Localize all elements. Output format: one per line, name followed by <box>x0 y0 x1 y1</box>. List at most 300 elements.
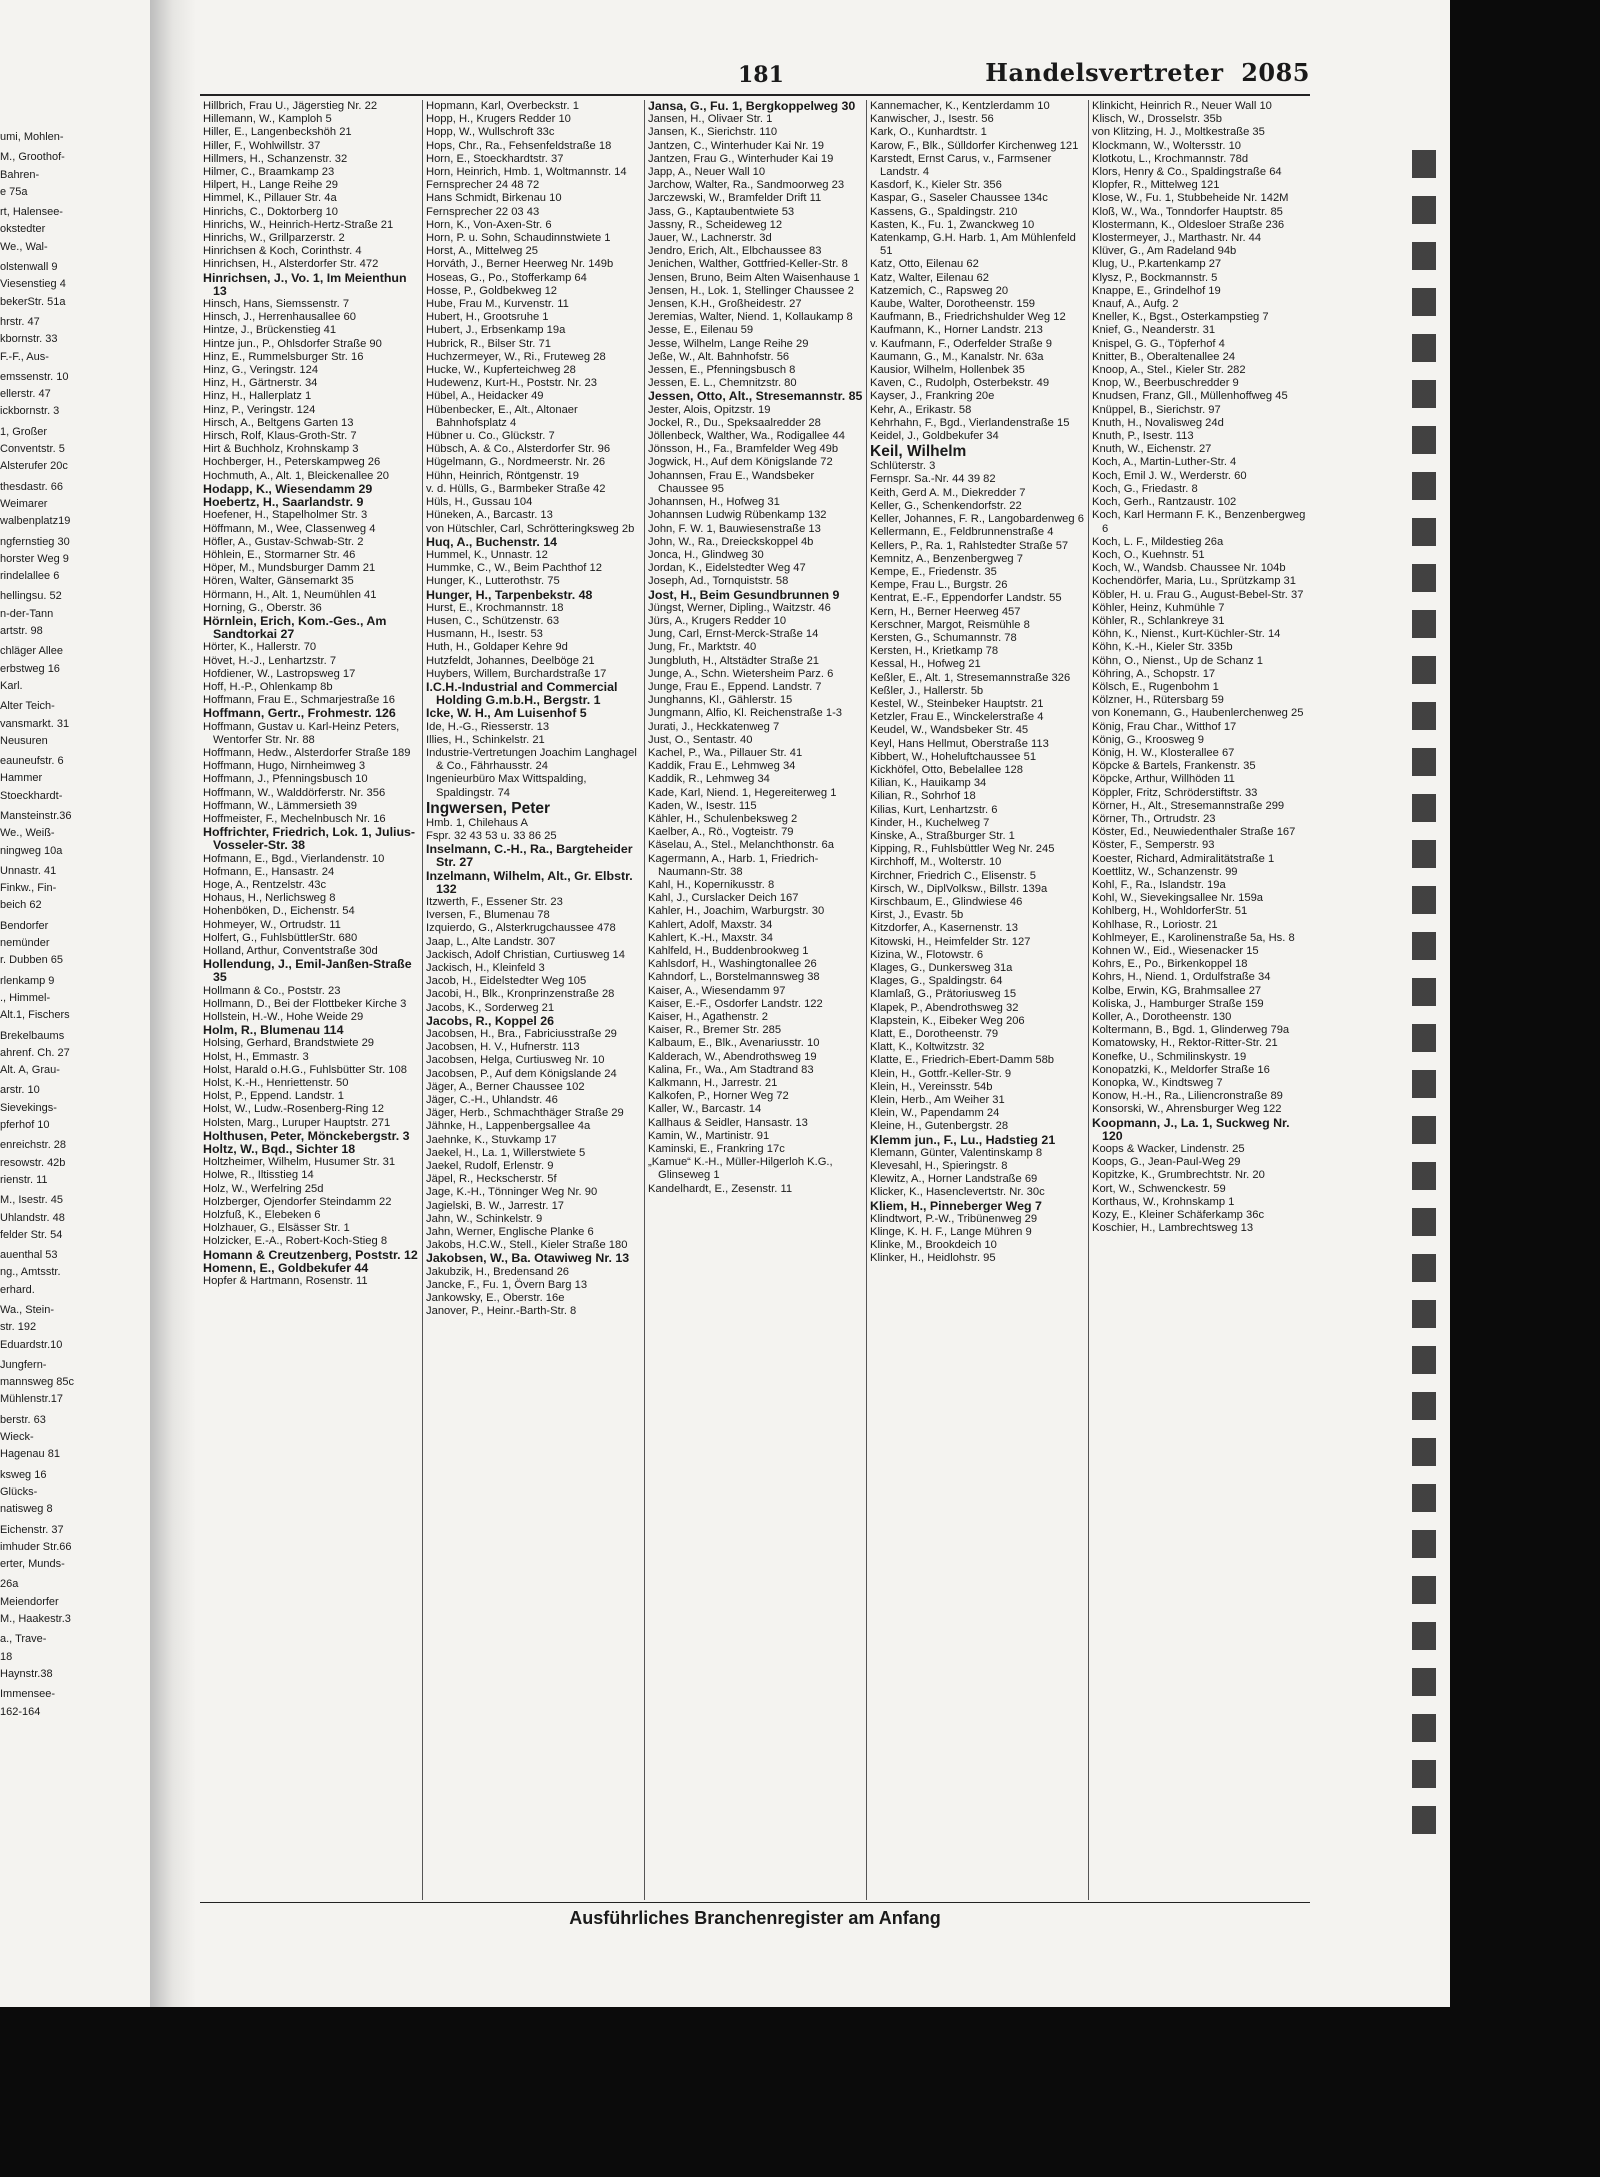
directory-entry: Koch, Karl Hermann F. K., Benzenbergweg 6 <box>1092 509 1306 535</box>
directory-entry: Hoffmann, W., Walddörferstr. Nr. 356 <box>203 786 386 799</box>
directory-entry: Kaiser, A., Wiesendamm 97 <box>648 984 786 997</box>
directory-entry: Kaddik, Frau E., Lehmweg 34 <box>648 760 796 773</box>
directory-entry: Hirsch, A., Beltgens Garten 13 <box>203 416 354 429</box>
directory-entry: Inselmann, C.-H., Ra., Bargteheider Str. 27 <box>426 842 633 870</box>
edge-fragment: M., Groothof- <box>0 151 65 164</box>
directory-entry: Jessen, E. L., Chemnitzstr. 80 <box>648 377 797 390</box>
directory-entry: Kahlsdorf, H., Washingtonallee 26 <box>648 958 817 971</box>
directory-entry: Kausior, Wilhelm, Hollenbek 35 <box>870 364 1025 377</box>
directory-entry: Höffmann, M., Wee, Classenweg 4 <box>203 522 376 535</box>
directory-entry: Jungbluth, H., Altstädter Straße 21 <box>648 654 820 667</box>
directory-entry: Koch, G., Friedastr. 8 <box>1092 482 1198 495</box>
footer-note: Ausführliches Branchenregister am Anfang <box>569 1908 941 1928</box>
directory-entry: Klamlaß, G., Prätoriusweg 15 <box>870 988 1017 1001</box>
directory-entry: Hören, Walter, Gänsemarkt 35 <box>203 575 354 588</box>
directory-entry: Holthusen, Peter, Mönckebergstr. 3 <box>203 1128 410 1143</box>
directory-entry: Hinrichsen, H., Alsterdorfer Str. 472 <box>203 258 379 271</box>
directory-entry: Jackisch, H., Kleinfeld 3 <box>426 962 545 974</box>
edge-fragment: n-der-Tann <box>0 607 54 620</box>
directory-entry: Knoop, A., Stel., Kieler Str. 282 <box>1092 364 1246 377</box>
edge-fragment: Finkw., Fin- <box>0 882 57 895</box>
directory-entry: Hillemann, W., Kamploh 5 <box>203 113 332 126</box>
directory-entry: Kalderach, W., Abendrothsweg 19 <box>648 1050 817 1063</box>
directory-entry: Holland, Arthur, Conventstraße 30d <box>203 945 378 957</box>
directory-entry: Huybers, Willem, Burchardstraße 17 <box>426 667 607 680</box>
directory-entry: Himmel, K., Pillauer Str. 4a <box>203 192 337 205</box>
directory-entry: Hubrick, R., Bilser Str. 71 <box>426 337 551 350</box>
directory-entry: Jäger, Herb., Schmachthäger Straße 29 <box>426 1107 624 1120</box>
directory-entry: Hoffmann, Hedw., Alsterdorfer Straße 189 <box>203 746 411 759</box>
edge-fragment: 162-164 <box>0 1705 41 1718</box>
edge-fragment: Karl. <box>0 679 23 692</box>
directory-entry: Korthaus, W., Krohnskamp 1 <box>1092 1195 1235 1208</box>
directory-entry: Kölzner, H., Rütersbarg 59 <box>1092 694 1224 707</box>
directory-entry: Koschier, H., Lambrechtsweg 13 <box>1092 1222 1254 1235</box>
directory-entry: Keil, Wilhelm <box>870 443 967 461</box>
directory-entry: Holzberger, Ojendorfer Steindamm 22 <box>203 1195 392 1208</box>
directory-entry: Jeremias, Walter, Niend. 1, Kollaukamp 8 <box>648 311 853 324</box>
edge-fragment: Mühlenstr.17 <box>0 1393 63 1406</box>
directory-entry: Hinrichs, W., Grillparzerstr. 2 <box>203 232 345 245</box>
directory-entry: Horn, E., Stoeckhardtstr. 37 <box>426 152 564 165</box>
directory-entry: Kliem, H., Pinneberger Weg 7 <box>870 1198 1042 1213</box>
directory-entry: Kizina, W., Flotowstr. 6 <box>870 948 984 961</box>
edge-fragment: arstr. 10 <box>0 1084 40 1097</box>
directory-entry: Hinz, P., Veringstr. 124 <box>203 403 316 416</box>
directory-entry: Hopmann, Karl, Overbeckstr. 1 <box>426 100 579 112</box>
directory-entry: Klein, W., Papendamm 24 <box>870 1107 1000 1120</box>
directory-entry: Hirt & Buchholz, Krohnskamp 3 <box>203 443 359 456</box>
directory-entry: v. Kaufmann, F., Oderfelder Straße 9 <box>870 337 1052 350</box>
edge-fragment: ng., Amtsstr. <box>0 1266 61 1279</box>
directory-entry: Hoffmann, W., Lämmersieth 39 <box>203 799 357 812</box>
directory-entry: Klemm jun., F., Lu., Hadstieg 21 <box>870 1132 1056 1147</box>
edge-fragment: Uhlandstr. 48 <box>0 1211 65 1224</box>
directory-entry: Jansen, K., Sierichstr. 110 <box>648 126 778 139</box>
directory-entry: Klose, W., Fu. 1, Stubbeheide Nr. 142M <box>1092 192 1289 205</box>
directory-entry: Hochmuth, A., Alt. 1, Bleickenallee 20 <box>203 469 389 482</box>
directory-entry: Hinrichsen & Koch, Corinthstr. 4 <box>203 245 362 258</box>
edge-fragment: emssenstr. 10 <box>0 370 69 383</box>
edge-fragment: Alter Teich- <box>0 700 55 713</box>
directory-entry: von Konemann, G., Haubenlerchenweg 25 <box>1092 707 1304 720</box>
directory-entry: Kolbe, Erwin, KG, Brahmsallee 27 <box>1092 984 1262 997</box>
directory-columns <box>200 100 1310 1900</box>
directory-entry: Hinrichs, W., Heinrich-Hertz-Straße 21 <box>203 218 394 231</box>
directory-entry: Kinder, H., Kuchelweg 7 <box>870 816 990 829</box>
directory-entry: Köhn, K., Nienst., Kurt-Küchler-Str. 14 <box>1092 628 1281 641</box>
directory-entry: Klindtwort, P.-W., Tribünenweg 29 <box>870 1212 1038 1225</box>
directory-entry: Kitowski, H., Heimfelder Str. 127 <box>870 935 1031 948</box>
directory-entry: Jaekel, H., La. 1, Willerstwiete 5 <box>426 1146 586 1159</box>
directory-entry: Homenn, E., Goldbekufer 44 <box>203 1260 369 1275</box>
directory-entry: Kagermann, A., Harb. 1, Friedrich-Naumann-Str. 38 <box>648 852 819 878</box>
directory-entry: Knudsen, Franz, Gll., Müllenhoffweg 45 <box>1092 390 1288 403</box>
directory-entry: Kessal, H., Hofweg 21 <box>870 658 981 671</box>
edge-fragment: natisweg 8 <box>0 1503 53 1516</box>
directory-entry: Kaelber, A., Rö., Vogteistr. 79 <box>648 826 794 839</box>
directory-entry: Hügelmann, G., Nordmeerstr. Nr. 26 <box>426 456 606 469</box>
edge-fragment: rienstr. 11 <box>0 1173 48 1186</box>
directory-entry: Hummel, K., Unnastr. 12 <box>426 548 548 561</box>
directory-entry: Jakobs, H.C.W., Stell., Kieler Straße 180 <box>426 1239 628 1252</box>
directory-entry: Koops, G., Jean-Paul-Weg 29 <box>1092 1156 1241 1169</box>
directory-entry: v. d. Hülls, G., Barmbeker Straße 42 <box>426 482 606 495</box>
directory-entry: Fernsprecher 24 48 72 <box>426 179 540 192</box>
directory-entry: Kinske, A., Straßburger Str. 1 <box>870 829 1015 842</box>
edge-fragment: pferhof 10 <box>0 1119 50 1132</box>
directory-entry: Koch, O., Kuehnstr. 51 <box>1092 548 1205 561</box>
edge-fragment: eauneufstr. 6 <box>0 755 64 768</box>
directory-entry: Klemann, Günter, Valentinskamp 8 <box>870 1146 1043 1159</box>
directory-entry: Jensen, K.H., Großheidestr. 27 <box>648 298 802 311</box>
edge-fragment: a., Trave- <box>0 1633 47 1646</box>
directory-entry: Knispel, G. G., Töpferhof 4 <box>1092 337 1225 350</box>
directory-entry: Koch, W., Wandsb. Chaussee Nr. 104b <box>1092 562 1286 575</box>
directory-entry: Jansen, H., Olivaer Str. 1 <box>648 113 773 126</box>
edge-fragment: Hammer <box>0 772 43 785</box>
directory-entry: Kersten, H., Krietkamp 78 <box>870 645 999 658</box>
directory-entry: Hoffmann, Hugo, Nirnheimweg 3 <box>203 760 366 773</box>
directory-entry: Klein, H., Vereinsstr. 54b <box>870 1080 993 1093</box>
directory-entry: Kohrs, H., Niend. 1, Ordulfstraße 34 <box>1092 971 1271 984</box>
directory-entry: Ketzler, Frau E., Winckelerstraße 4 <box>870 711 1044 724</box>
section-title-text: Handelsvertreter <box>985 58 1224 87</box>
directory-entry: Klein, Herb., Am Weiher 31 <box>870 1094 1005 1107</box>
directory-entry: Hinrichsen, J., Vo. 1, Im Meienthun 13 <box>203 270 407 298</box>
directory-entry: Klatte, E., Friedrich-Ebert-Damm 58b <box>870 1054 1055 1067</box>
directory-entry: Hmb. 1, Chilehaus A <box>426 816 528 829</box>
directory-entry: Jester, Alois, Opitzstr. 19 <box>648 403 771 416</box>
edge-fragment: ningweg 10a <box>0 844 63 857</box>
directory-entry: Hollmann & Co., Poststr. 23 <box>203 984 341 997</box>
directory-entry: Kaumann, G., M., Kanalstr. Nr. 63a <box>870 350 1044 363</box>
directory-entry: Ingenieurbüro Max Wittspalding, Spaldingstr. 74 <box>426 773 587 799</box>
directory-entry: Kirchner, Friedrich C., Elisenstr. 5 <box>870 869 1037 882</box>
directory-entry: Hudewenz, Kurt-H., Poststr. Nr. 23 <box>426 377 597 390</box>
directory-entry: Köhn, K.-H., Kieler Str. 335b <box>1092 641 1233 654</box>
directory-entry: Hörnlein, Erich, Kom.-Ges., Am Sandtorkai 27 <box>203 613 387 642</box>
directory-entry: Keller, Johannes, F. R., Langobardenweg 6 <box>870 513 1084 526</box>
directory-entry: Kaiser, E.-F., Osdorfer Landstr. 122 <box>648 997 823 1010</box>
directory-entry: Jonca, H., Glindweg 30 <box>648 548 764 561</box>
directory-entry: Hilpert, H., Lange Reihe 29 <box>203 179 338 192</box>
directory-entry: Knitter, B., Oberaltenallee 24 <box>1092 350 1236 363</box>
edge-fragment: Wieck- <box>0 1431 34 1444</box>
directory-entry: Jagielski, B. W., Jarrestr. 17 <box>426 1199 565 1212</box>
directory-entry: Hinz, H., Hallerplatz 1 <box>203 390 312 403</box>
directory-entry: Kaminski, E., Frankring 17c <box>648 1143 785 1156</box>
directory-entry: Koopmann, J., La. 1, Suckweg Nr. 120 <box>1092 1115 1290 1143</box>
directory-entry: Ide, H.-G., Riesserstr. 13 <box>426 720 550 733</box>
directory-entry: Köppler, Fritz, Schröderstiftstr. 33 <box>1092 786 1258 799</box>
directory-entry: Jensen, Bruno, Beim Alten Waisenhause 1 <box>648 271 860 284</box>
edge-fragment: ellerstr. 47 <box>0 388 51 401</box>
directory-entry: Kayser, J., Frankring 20e <box>870 390 995 403</box>
edge-fragment: ksweg 16 <box>0 1468 47 1481</box>
directory-entry: John, F. W. 1, Bauwiesenstraße 13 <box>648 522 821 535</box>
edge-fragment: Weimarer <box>0 497 48 510</box>
directory-entry: Köpcke, Arthur, Willhöden 11 <box>1092 773 1235 786</box>
directory-entry: Kohl, F., Ra., Islandstr. 19a <box>1092 878 1226 891</box>
directory-entry: Knief, G., Neanderstr. 31 <box>1092 324 1216 337</box>
directory-entry: Holtzheimer, Wilhelm, Husumer Str. 31 <box>203 1156 396 1169</box>
edge-fragment: hrstr. 47 <box>0 315 40 328</box>
edge-fragment: okstedter <box>0 223 46 236</box>
directory-entry: Horn, P. u. Sohn, Schaudinnstwiete 1 <box>426 232 611 245</box>
edge-fragment: rindelallee 6 <box>0 570 60 583</box>
edge-fragment: nemünder <box>0 937 50 950</box>
directory-entry: Körner, Th., Ortrudstr. 23 <box>1092 812 1216 825</box>
directory-entry: Hunger, H., Tarpenbekstr. 48 <box>426 587 593 602</box>
directory-entry: Horn, Heinrich, Hmb. 1, Woltmannstr. 14 <box>426 166 627 179</box>
directory-entry: Itzwerth, F., Essener Str. 23 <box>426 895 563 908</box>
directory-entry: Hoffmann, Gertr., Frohmestr. 126 <box>203 706 396 721</box>
directory-entry: Konow, H.-H., Ra., Liliencronstraße 89 <box>1092 1090 1283 1103</box>
directory-entry: Kitzdorfer, A., Kasernenstr. 13 <box>870 922 1019 935</box>
directory-entry: Johannsen Ludwig Rübenkamp 132 <box>648 509 827 522</box>
scan-border-right <box>1450 0 1600 2177</box>
directory-entry: Jensen, H., Lok. 1, Stellinger Chaussee 2 <box>648 284 854 297</box>
directory-entry: Jessen, E., Pfenningsbusch 8 <box>648 364 796 377</box>
directory-entry: Jesse, Wilhelm, Lange Reihe 29 <box>648 337 809 350</box>
directory-entry: Jacobsen, H., Bra., Fabriciusstraße 29 <box>426 1028 617 1041</box>
directory-entry: Hüls, H., Gussau 104 <box>426 496 533 509</box>
directory-entry: Hutzfeldt, Johannes, Deelböge 21 <box>426 654 595 667</box>
directory-entry: Kersten, G., Schumannstr. 78 <box>870 631 1017 644</box>
directory-entry: Hübner u. Co., Glückstr. 7 <box>426 430 555 443</box>
directory-entry: Hübenbecker, E., Alt., Altonaer Bahnhofsplatz 4 <box>426 403 578 429</box>
directory-entry: Jahn, Werner, Englische Planke 6 <box>426 1226 594 1239</box>
directory-entry: Kalkmann, H., Jarrestr. 21 <box>648 1077 778 1090</box>
directory-entry: Knuth, P., Isestr. 113 <box>1092 430 1194 443</box>
directory-entry: Huq, A., Buchenstr. 14 <box>426 534 558 549</box>
directory-entry: Kerschner, Margot, Reismühle 8 <box>870 618 1030 631</box>
directory-entry: Jahn, W., Schinkelstr. 9 <box>426 1212 543 1225</box>
directory-entry: Hops, Chr., Ra., Fehsenfeldstraße 18 <box>426 139 612 152</box>
directory-entry: Ingwersen, Peter <box>426 799 551 817</box>
directory-entry: Kirschbaum, E., Glindwiese 46 <box>870 895 1023 908</box>
section-title <box>985 58 1310 87</box>
directory-entry: Keyl, Hans Hellmut, Oberstraße 113 <box>870 737 1049 750</box>
directory-entry: Horning, G., Oberstr. 36 <box>203 601 322 614</box>
directory-entry: Kentrat, E.-F., Eppendorfer Landstr. 55 <box>870 592 1062 605</box>
directory-entry: Klug, U., P.kartenkamp 27 <box>1092 258 1222 271</box>
directory-entry: Kilian, K., Hauikamp 34 <box>870 777 987 790</box>
directory-entry: Jüngst, Werner, Dipling., Waitzstr. 46 <box>648 601 831 614</box>
directory-entry: Kellers, P., Ra. 1, Rahlstedter Straße 57 <box>870 539 1069 552</box>
directory-entry: Holst, K.-H., Henriettenstr. 50 <box>203 1077 349 1090</box>
directory-entry: Hüneken, A., Barcastr. 13 <box>426 509 553 522</box>
directory-entry: Jancke, F., Fu. 1, Övern Barg 13 <box>426 1278 588 1291</box>
directory-entry: Kohlhase, R., Loriostr. 21 <box>1092 918 1218 931</box>
directory-column-2 <box>422 100 644 1900</box>
running-page-number: 2085 <box>1241 58 1310 87</box>
edge-fragment: Wa., Stein- <box>0 1304 54 1316</box>
directory-entry: Kibbert, W., Hoheluftchaussee 51 <box>870 750 1037 763</box>
directory-entry: Hiller, F., Wohlwillstr. 37 <box>203 139 321 152</box>
edge-fragment: Jungfern- <box>0 1358 47 1371</box>
edge-fragment: hellingsu. 52 <box>0 590 62 603</box>
directory-entry: Hühn, Heinrich, Röntgenstr. 19 <box>426 469 579 482</box>
directory-entry: Jeße, W., Alt. Bahnhofstr. 56 <box>648 350 790 363</box>
edge-fragment: str. 192 <box>0 1321 37 1334</box>
directory-entry: Hoffmann, J., Pfenningsbusch 10 <box>203 773 368 786</box>
edge-fragment: artstr. 98 <box>0 625 43 638</box>
directory-entry: Klockmann, W., Woltersstr. 10 <box>1092 139 1242 152</box>
directory-entry: Hohenböken, D., Eichenstr. 54 <box>203 905 355 918</box>
directory-entry: Kohl, W., Sievekingsallee Nr. 159a <box>1092 892 1264 905</box>
directory-entry: Kohlberg, H., WohldorferStr. 51 <box>1092 905 1248 918</box>
edge-fragment: We., Weiß- <box>0 827 55 840</box>
directory-entry: Kickhöfel, Otto, Bebelallee 128 <box>870 763 1023 776</box>
directory-entry: Hucke, W., Kupferteichweg 28 <box>426 364 576 377</box>
directory-entry: Jakubzik, H., Bredensand 26 <box>426 1265 570 1278</box>
directory-entry: Holwe, R., Iltisstieg 14 <box>203 1169 314 1182</box>
directory-entry: Kestel, W., Steinbeker Hauptstr. 21 <box>870 697 1044 710</box>
directory-entry: Hans Schmidt, Birkenau 10 <box>426 192 562 205</box>
directory-entry: Schlüterstr. 3 <box>870 460 936 473</box>
edge-fragment: Viesenstieg 4 <box>0 278 66 291</box>
directory-entry: Hinz, H., Gärtnerstr. 34 <box>203 377 318 390</box>
footer-rule <box>200 1902 1310 1903</box>
directory-entry: Kochendörfer, Maria, Lu., Sprützkamp 31 <box>1092 575 1296 588</box>
edge-fragment: bekerStr. 51a <box>0 295 66 308</box>
directory-entry: Köbler, H. u. Frau G., August-Bebel-Str. 37 <box>1092 588 1304 601</box>
edge-fragment: Brekelbaums <box>0 1029 65 1042</box>
edge-fragment: Eduardstr.10 <box>0 1338 63 1351</box>
edge-fragment: rlenkamp 9 <box>0 974 55 987</box>
directory-entry: Koch, Gerh., Rantzaustr. 102 <box>1092 496 1237 509</box>
directory-entry: Keidel, J., Goldbekufer 34 <box>870 430 999 443</box>
directory-entry: Hollstein, H.-W., Hohe Weide 29 <box>203 1011 364 1024</box>
directory-entry: Holfert, G., FuhlsbüttlerStr. 680 <box>203 931 358 944</box>
directory-entry: Holst, P., Eppend. Landstr. 1 <box>203 1090 344 1103</box>
directory-entry: Kaddik, R., Lehmweg 34 <box>648 773 770 786</box>
directory-entry: Kahndorf, L., Borstelmannsweg 38 <box>648 971 820 984</box>
directory-entry: Hochberger, H., Peterskampweg 26 <box>203 456 381 469</box>
directory-entry: Kaiser, H., Agathenstr. 2 <box>648 1011 769 1024</box>
edge-fragment: imhuder Str.66 <box>0 1540 72 1553</box>
directory-entry: Katz, Walter, Eilenau 62 <box>870 271 989 284</box>
directory-entry: Hinsch, J., Herrenhausallee 60 <box>203 311 356 324</box>
directory-entry: Hörter, K., Hallerstr. 70 <box>203 641 317 654</box>
directory-entry: Karow, F., Blk., Sülldorfer Kirchenweg 121 <box>870 139 1079 152</box>
directory-entry: Kempe, E., Friedenstr. 35 <box>870 565 997 578</box>
directory-entry: Hohmeyer, W., Ortrudstr. 11 <box>203 918 341 931</box>
edge-fragment: thesdastr. 66 <box>0 480 63 493</box>
directory-entry: Klotkotu, L., Krochmannstr. 78d <box>1092 152 1249 165</box>
directory-entry: Hoffmeister, F., Mechelnbusch Nr. 16 <box>203 812 386 825</box>
directory-entry: Hopfer & Hartmann, Rosenstr. 11 <box>203 1275 368 1288</box>
directory-entry: Hillmers, H., Schanzenstr. 32 <box>203 152 348 165</box>
directory-entry: Hofdiener, W., Lastropsweg 17 <box>203 667 356 680</box>
edge-fragment: r. Dubben 65 <box>0 954 63 967</box>
directory-entry: Kohrs, E., Po., Birkenkoppel 18 <box>1092 958 1248 971</box>
directory-entry: Jaap, L., Alte Landstr. 307 <box>426 935 556 948</box>
directory-entry: Industrie-Vertretungen Joachim Langhagel & Co., Fährhausstr. 24 <box>426 746 637 773</box>
directory-entry: Komatowsky, H., Rektor-Ritter-Str. 21 <box>1092 1037 1278 1050</box>
directory-entry: Janover, P., Heinr.-Barth-Str. 8 <box>426 1305 577 1318</box>
directory-entry: Kleine, H., Gutenbergstr. 28 <box>870 1120 1009 1133</box>
directory-entry: Kalbaum, E., Blk., Avenariusstr. 10 <box>648 1037 820 1050</box>
edge-fragment: Glücks- <box>0 1485 38 1498</box>
directory-entry: Kahlfeld, H., Buddenbrookweg 1 <box>648 945 809 957</box>
directory-entry: Keller, G., Schenkendorfstr. 22 <box>870 499 1022 512</box>
directory-entry: Kannemacher, K., Kentzlerdamm 10 <box>870 100 1050 112</box>
directory-entry: Köhring, A., Schopstr. 17 <box>1092 667 1216 680</box>
edge-fragment: Haynstr.38 <box>0 1667 53 1680</box>
edge-fragment: berstr. 63 <box>0 1413 46 1426</box>
directory-entry: Junge, A., Schn. Wietersheim Parz. 6 <box>648 667 834 680</box>
directory-entry: Kallhaus & Seidler, Hansastr. 13 <box>648 1116 808 1129</box>
directory-entry: Klein, H., Gottfr.-Keller-Str. 9 <box>870 1067 1012 1080</box>
edge-fragment: Hagenau 81 <box>0 1448 60 1461</box>
directory-entry: Kalkofen, P., Horner Weg 72 <box>648 1090 789 1103</box>
directory-entry: Inzelmann, Wilhelm, Alt., Gr. Elbstr. 132 <box>426 868 633 896</box>
directory-column-3 <box>644 100 866 1900</box>
directory-entry: Hodapp, K., Wiesendamm 29 <box>203 481 373 496</box>
edge-fragment: e 75a <box>0 185 28 198</box>
directory-entry: Klisch, W., Drosselstr. 35b <box>1092 113 1222 126</box>
edge-fragment: Mansteinstr.36 <box>0 809 72 822</box>
edge-fragment: chläger Allee <box>0 645 63 658</box>
edge-fragment: auenthal 53 <box>0 1249 58 1262</box>
directory-entry: Kahlert, Adolf, Maxstr. 34 <box>648 918 773 931</box>
directory-entry: Keudel, W., Wandsbeker Str. 45 <box>870 724 1029 737</box>
directory-entry: Hoffmann, Frau E., Schmarjestraße 16 <box>203 694 395 707</box>
directory-entry: Hofmann, E., Hansastr. 24 <box>203 865 335 878</box>
directory-entry: Klostermann, K., Oldesloer Straße 236 <box>1092 218 1285 231</box>
directory-entry: Köster, F., Semperstr. 93 <box>1092 839 1215 852</box>
directory-entry: Hövet, H.-J., Lenhartzstr. 7 <box>203 654 337 667</box>
directory-entry: Jäger, C.-H., Uhlandstr. 46 <box>426 1094 558 1107</box>
directory-entry: Kaller, W., Barcastr. 14 <box>648 1103 762 1116</box>
directory-entry: Fspr. 32 43 53 u. 33 86 25 <box>426 829 557 842</box>
directory-entry: Katenkamp, G.H. Harb. 1, Am Mühlenfeld 51 <box>870 232 1076 258</box>
directory-entry: Jung, Fr., Marktstr. 40 <box>648 641 757 654</box>
directory-entry: Klinker, H., Heidlohstr. 95 <box>870 1252 996 1265</box>
directory-entry: Huchzermeyer, W., Ri., Fruteweg 28 <box>426 350 606 363</box>
directory-entry: Kalina, Fr., Wa., Am Stadtrand 83 <box>648 1063 814 1076</box>
edge-fragment: 26a <box>0 1578 19 1591</box>
directory-entry: Kaven, C., Rudolph, Osterbekstr. 49 <box>870 377 1050 390</box>
directory-entry: Käselau, A., Stel., Melanchthonstr. 6a <box>648 839 834 852</box>
directory-entry: Fernspr. Sa.-Nr. 44 39 82 <box>870 473 996 486</box>
directory-entry: Klopfer, R., Mittelweg 121 <box>1092 179 1220 192</box>
directory-entry: Huth, H., Goldaper Kehre 9d <box>426 641 568 654</box>
directory-entry: Hinz, E., Rummelsburger Str. 16 <box>203 350 364 363</box>
directory-entry: Köster, Ed., Neuwiedenthaler Straße 167 <box>1092 826 1296 839</box>
directory-entry: Karstedt, Ernst Carus, v., Farmsener Landstr. 4 <box>870 152 1052 179</box>
directory-column-1 <box>200 100 422 1900</box>
directory-entry: Johannsen, Frau E., Wandsbeker Chaussee 95 <box>648 469 815 495</box>
directory-entry: Kark, O., Kunhardtstr. 1 <box>870 126 987 139</box>
directory-entry: Knauf, A., Aufg. 2 <box>1092 298 1179 311</box>
directory-entry: Kanwischer, J., Isestr. 56 <box>870 113 994 126</box>
directory-entry: Koliska, J., Hamburger Straße 159 <box>1092 997 1264 1010</box>
edge-fragment: Eichenstr. 37 <box>0 1523 64 1536</box>
directory-entry: Knop, W., Beerbuschredder 9 <box>1092 377 1239 390</box>
edge-fragment: F.-F., Aus- <box>0 350 49 363</box>
directory-entry: König, Frau Char., Witthof 17 <box>1092 720 1237 733</box>
directory-entry: Klostermeyer, J., Marthastr. Nr. 44 <box>1092 232 1262 245</box>
edge-fragment: ngfernstieg 30 <box>0 535 70 548</box>
directory-entry: Hinsch, Hans, Siemssenstr. 7 <box>203 298 350 311</box>
directory-entry: Hoffmann, Gustav u. Karl-Heinz Peters, Wentorfer Str. Nr. 88 <box>203 720 400 746</box>
book-gutter <box>150 0 196 2007</box>
directory-entry: Konopka, W., Kindtsweg 7 <box>1092 1077 1223 1090</box>
